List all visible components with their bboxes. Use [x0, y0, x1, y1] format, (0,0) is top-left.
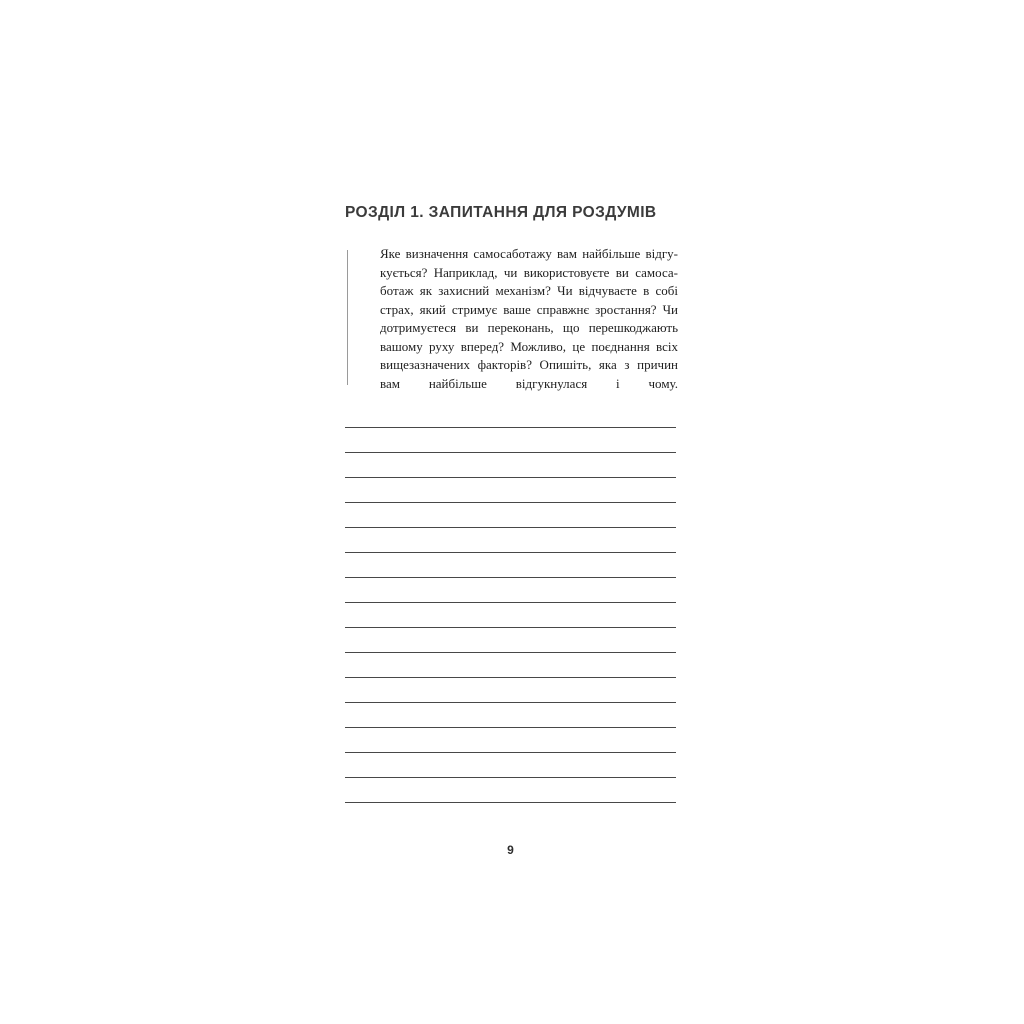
answer-ruled-line: [345, 728, 676, 753]
answer-ruled-line: [345, 603, 676, 628]
answer-ruled-line: [345, 653, 676, 678]
reflection-prompt: [380, 245, 678, 393]
answer-ruled-line: [345, 428, 676, 453]
answer-ruled-line: [345, 678, 676, 703]
page-number: 9: [507, 843, 514, 857]
answer-lines-area: [345, 403, 676, 803]
answer-ruled-line: [345, 528, 676, 553]
answer-ruled-line: [345, 703, 676, 728]
answer-ruled-line: [345, 478, 676, 503]
prompt-text-line: Яке визначення самосаботажу вам найбільше відгу-: [380, 246, 678, 261]
answer-ruled-line: [345, 753, 676, 778]
prompt-text-line: вам найбільше відгукнулася і чому.: [380, 375, 678, 391]
chapter-heading: РОЗДІЛ 1. ЗАПИТАННЯ ДЛЯ РОЗДУМІВ: [345, 204, 657, 221]
answer-ruled-line: [345, 553, 676, 578]
answer-ruled-line: [345, 628, 676, 653]
prompt-text-line: вашому руху вперед? Можливо, це поєднання всіх: [380, 338, 678, 354]
prompt-text-line: вищезазначених факторів? Опишіть, яка з причин: [380, 357, 678, 372]
prompt-text-line: ботаж як захисний механізм? Чи відчуваєте в собі: [380, 283, 678, 298]
prompt-side-rule: [347, 250, 348, 385]
prompt-text-line: дотримуєтеся ви переконань, що перешкоджають: [380, 320, 678, 335]
answer-ruled-line: [345, 503, 676, 528]
prompt-text-line: кується? Наприклад, чи використовуєте ви самоса-: [380, 264, 678, 280]
answer-ruled-line: [345, 453, 676, 478]
answer-ruled-line: [345, 403, 676, 428]
prompt-text-line: страх, який стримує ваше справжнє зростання? Чи: [380, 301, 678, 317]
answer-ruled-line: [345, 778, 676, 803]
answer-ruled-line: [345, 578, 676, 603]
